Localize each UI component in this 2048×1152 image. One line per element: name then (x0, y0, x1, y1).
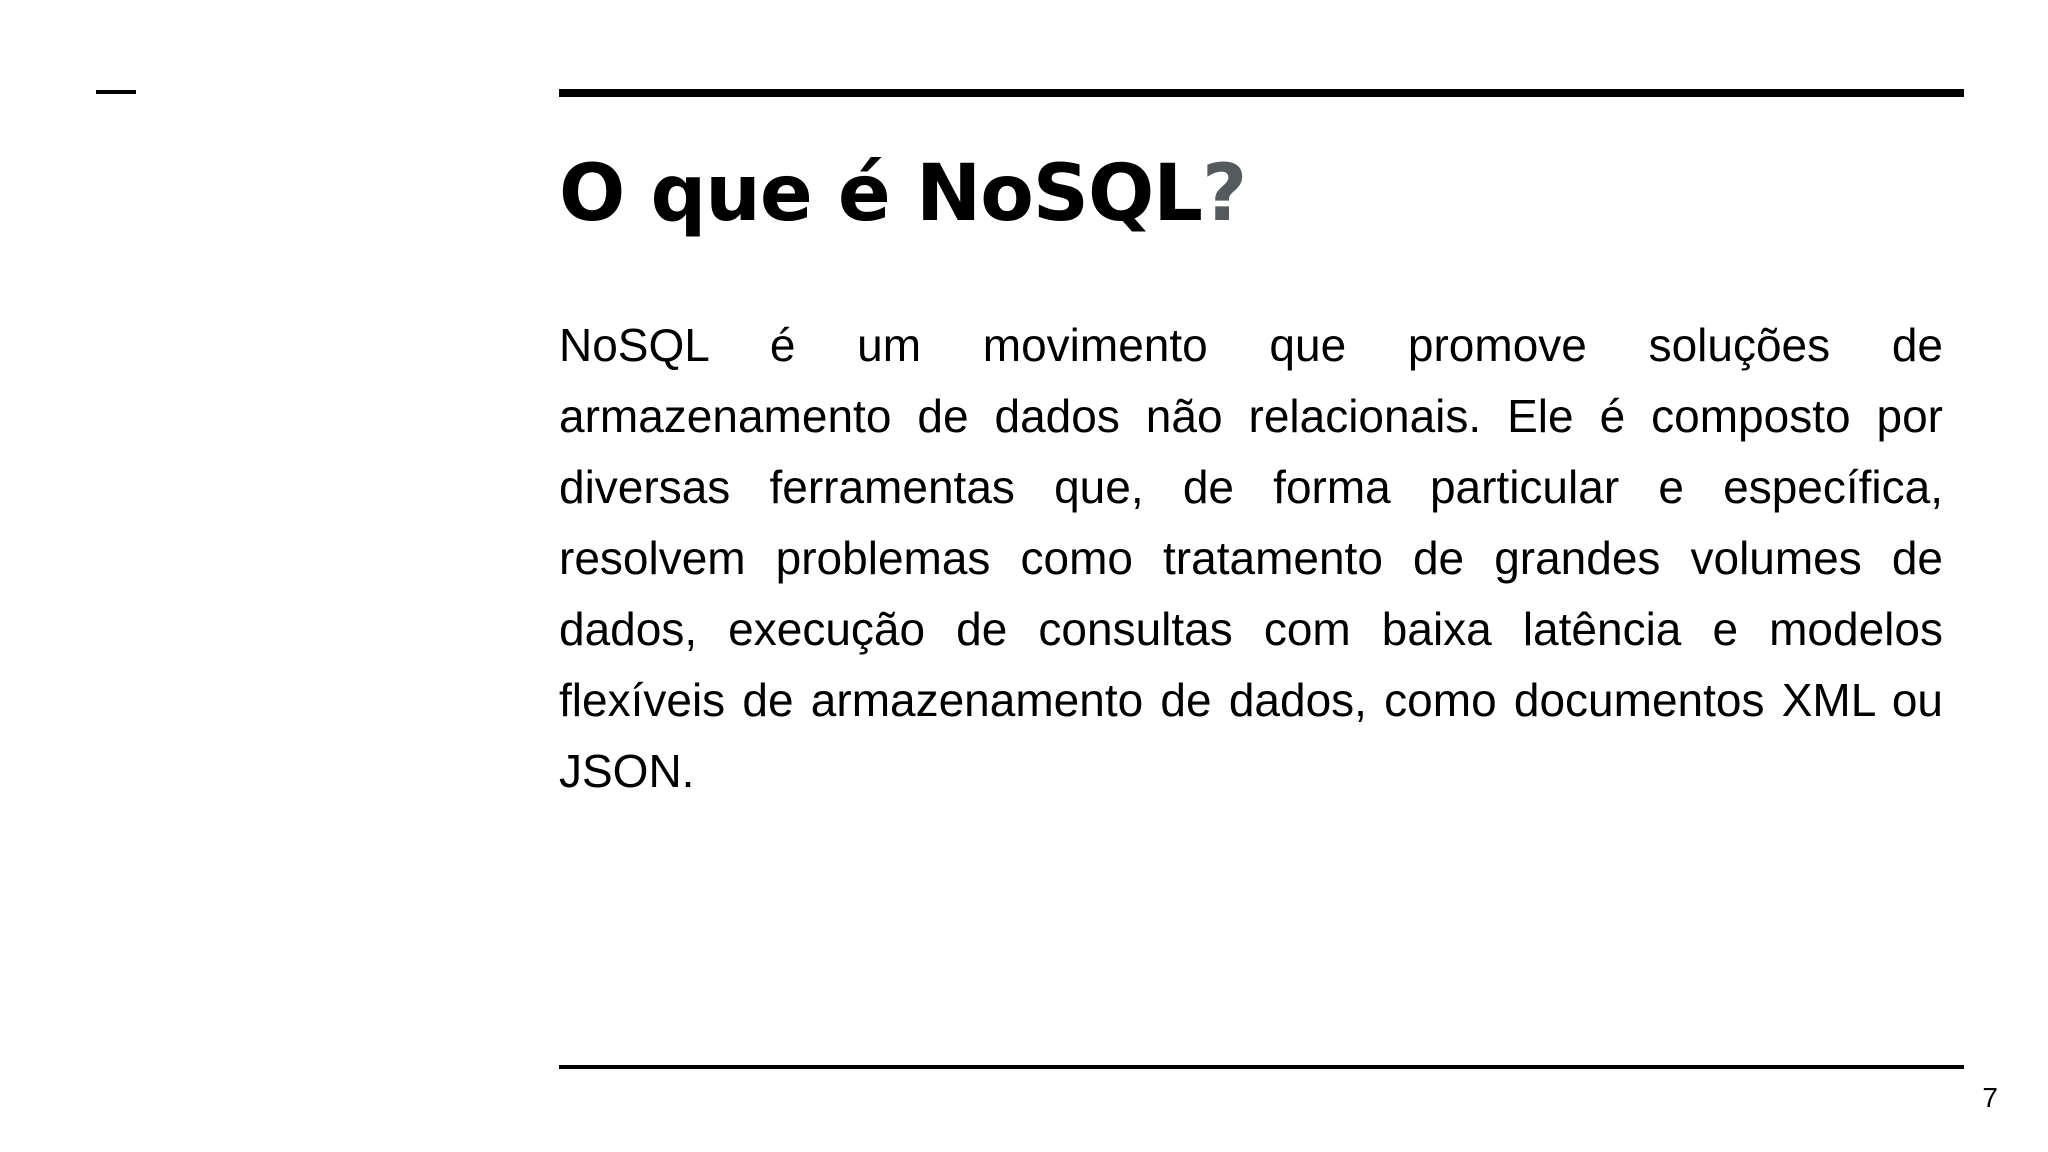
page-number: 7 (1982, 1082, 1998, 1113)
slide-title (559, 150, 1246, 240)
bottom-divider-line (559, 1065, 1964, 1069)
slide-body-text: NoSQL é um movimento que promove soluções de armazenamento de dados não relacionais. Ele é composto por diversas ferramentas que, de forma particular e específica, resolvem problemas como tratamento de grandes volumes de dados, execução de consultas com baixa latência e modelos flexíveis de armazenamento de dados, como documentos XML ou JSON. (559, 319, 1943, 797)
top-divider-line (559, 89, 1964, 97)
slide-title-text: O que é NoSQL (559, 149, 1202, 239)
corner-dash-decoration (96, 90, 136, 94)
slide-title-question-mark: ? (1202, 149, 1247, 239)
